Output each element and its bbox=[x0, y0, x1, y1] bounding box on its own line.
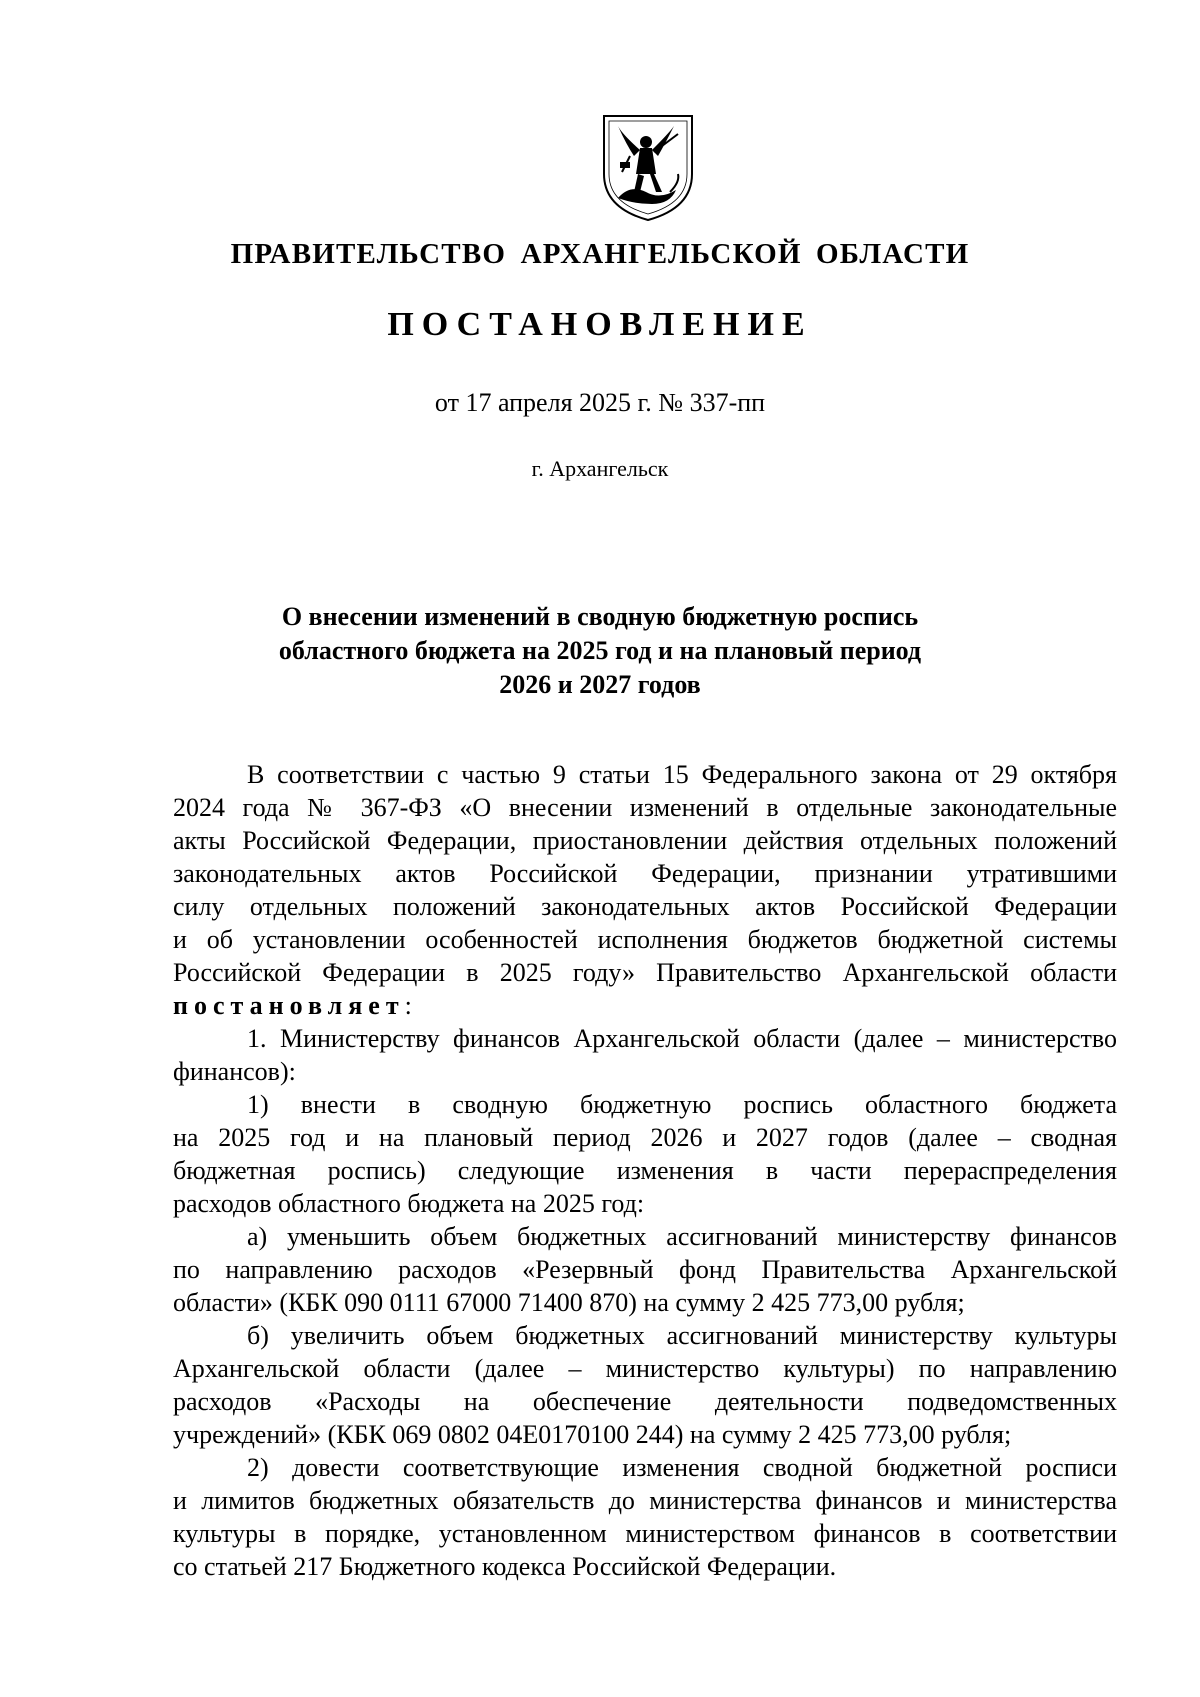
body-line: 2024 года № 367-ФЗ «О внесении изменений в отдельные законодательные bbox=[173, 793, 1117, 822]
body-line: расходов «Расходы на обеспечение деятельности подведомственных bbox=[173, 1387, 1117, 1416]
coat-of-arms-emblem bbox=[600, 112, 696, 222]
body-line: и об установлении особенностей исполнения бюджетов бюджетной системы bbox=[173, 925, 1117, 954]
resolves-line bbox=[173, 989, 1117, 1022]
body-line: 1) внести в сводную бюджетную роспись областного бюджета bbox=[247, 1090, 1117, 1119]
document-date-number: от 17 апреля 2025 г. № 337-пп bbox=[434, 388, 766, 417]
document-type: ПОСТАНОВЛЕНИЕ bbox=[387, 306, 813, 343]
body-line: на 2025 год и на плановый период 2026 и 2027 годов (далее – сводная bbox=[173, 1123, 1117, 1152]
subject-line: областного бюджета на 2025 год и на плановый период bbox=[278, 636, 922, 665]
body-line: 2) довести соответствующие изменения сводной бюджетной росписи bbox=[247, 1453, 1117, 1482]
body-line: культуры в порядке, установленном министерством финансов в соответствии bbox=[173, 1519, 1117, 1548]
body-line: финансов): bbox=[173, 1057, 296, 1086]
body-line: со статьей 217 Бюджетного кодекса Российской Федерации. bbox=[173, 1552, 837, 1581]
body-line: 1. Министерству финансов Архангельской области (далее – министерство bbox=[247, 1024, 1117, 1053]
resolves-word: постановляет bbox=[173, 991, 405, 1020]
resolves-colon: : bbox=[404, 991, 412, 1020]
subject-line: 2026 и 2027 годов bbox=[499, 670, 701, 699]
coat-of-arms-icon bbox=[600, 112, 696, 222]
document-subject bbox=[0, 600, 1200, 702]
body-line: области» (КБК 090 0111 67000 71400 870) на сумму 2 425 773,00 рубля; bbox=[173, 1288, 965, 1317]
body-line: учреждений» (КБК 069 0802 04Е0170100 244) на сумму 2 425 773,00 рубля; bbox=[173, 1420, 1012, 1449]
body-line: расходов областного бюджета на 2025 год: bbox=[173, 1189, 645, 1218]
body-line: В соответствии с частью 9 статьи 15 Федерального закона от 29 октября bbox=[247, 760, 1117, 789]
body-line: акты Российской Федерации, приостановлении действия отдельных положений bbox=[173, 826, 1117, 855]
body-line: бюджетная роспись) следующие изменения в части перераспределения bbox=[173, 1156, 1117, 1185]
document-body bbox=[173, 758, 1117, 1583]
body-line: по направлению расходов «Резервный фонд Правительства Архангельской bbox=[173, 1255, 1117, 1284]
document-city: г. Архангельск bbox=[531, 456, 669, 481]
organization-title: ПРАВИТЕЛЬСТВО АРХАНГЕЛЬСКОЙ ОБЛАСТИ bbox=[230, 238, 970, 270]
subject-line: О внесении изменений в сводную бюджетную роспись bbox=[281, 602, 919, 631]
body-line: силу отдельных положений законодательных актов Российской Федерации bbox=[173, 892, 1117, 921]
body-line: Архангельской области (далее – министерство культуры) по направлению bbox=[173, 1354, 1117, 1383]
body-line: и лимитов бюджетных обязательств до министерства финансов и министерства bbox=[173, 1486, 1117, 1515]
body-line: б) увеличить объем бюджетных ассигнований министерству культуры bbox=[247, 1321, 1117, 1350]
body-line: а) уменьшить объем бюджетных ассигнований министерству финансов bbox=[247, 1222, 1117, 1251]
body-line: Российской Федерации в 2025 году» Правительство Архангельской области bbox=[173, 958, 1117, 987]
body-line: законодательных актов Российской Федерации, признании утратившими bbox=[173, 859, 1117, 888]
